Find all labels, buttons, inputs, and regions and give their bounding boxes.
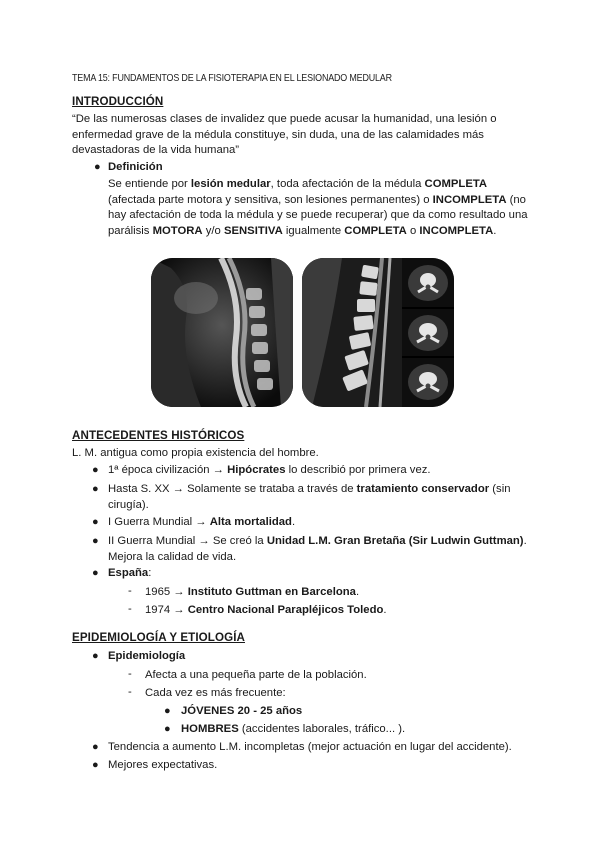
epi-sub-1: JÓVENES 20 - 25 años bbox=[181, 705, 303, 717]
dash-marker: - bbox=[128, 668, 132, 680]
spain-item-2: 1974 → Centro Nacional Parapléjicos Toledo. bbox=[145, 604, 387, 616]
dash-marker: - bbox=[128, 603, 132, 615]
bullet-dot: ● bbox=[92, 567, 99, 579]
bullet-dot: ● bbox=[92, 759, 99, 771]
axial-slices-image bbox=[402, 258, 454, 407]
epi-item-4: Mejores expectativas. bbox=[108, 759, 218, 771]
heading-introduccion: INTRODUCCIÓN bbox=[72, 95, 164, 108]
bullet-dot: ● bbox=[92, 535, 99, 547]
bullet-dot: ● bbox=[92, 516, 99, 528]
epi-item-1: Afecta a una pequeña parte de la población. bbox=[145, 669, 367, 681]
document-title: TEMA 15: FUNDAMENTOS DE LA FISIOTERAPIA EN EL LESIONADO MEDULAR bbox=[72, 73, 392, 84]
history-item-1: 1ª época civilización → Hipócrates lo describió por primera vez. bbox=[108, 464, 431, 476]
epi-item-3: Tendencia a aumento L.M. incompletas (mejor actuación en lugar del accidente). bbox=[108, 741, 512, 753]
bullet-dot: ● bbox=[164, 705, 171, 717]
heading-epidemiologia: EPIDEMIOLOGÍA Y ETIOLOGÍA bbox=[72, 631, 245, 644]
epi-sub-2: HOMBRES (accidentes laborales, tráfico... ). bbox=[181, 723, 406, 735]
quote-line-3: devastadoras de la vida humana” bbox=[72, 144, 240, 156]
epi-label: Epidemiología bbox=[108, 650, 186, 662]
history-item-2: Hasta S. XX → Solamente se trataba a través de tratamiento conservador (sin cirugía). bbox=[108, 483, 511, 511]
mri-cervical-image bbox=[151, 258, 293, 407]
bullet-dot: ● bbox=[92, 464, 99, 476]
intro-quote bbox=[72, 112, 497, 159]
epi-item-2: Cada vez es más frecuente: bbox=[145, 687, 286, 699]
heading-antecedentes: ANTECEDENTES HISTÓRICOS bbox=[72, 429, 245, 442]
bullet-dot: ● bbox=[92, 741, 99, 753]
history-item-4: II Guerra Mundial → Se creó la Unidad L.M. Gran Bretaña (Sir Ludwin Guttman). Mejora la calidad de vida. bbox=[108, 535, 527, 563]
history-item-3: I Guerra Mundial → Alta mortalidad. bbox=[108, 516, 296, 528]
definicion-text: Se entiende por lesión medular, toda afectación de la médula COMPLETA (afectada parte motora y sensitiva, son lesiones permanentes) o INCOMPLETA (no hay afectación de toda la médula y se puede recuperar) que da como resultado una parálisis MOTORA y/o SENSITIVA igualmente COMPLETA o INCOMPLETA. bbox=[108, 178, 528, 237]
dash-marker: - bbox=[128, 585, 132, 597]
bullet-dot: ● bbox=[92, 483, 99, 495]
dash-marker: - bbox=[128, 686, 132, 698]
quote-line-1: “De las numerosas clases de invalidez que puede acusar la humanidad, una lesión o bbox=[72, 113, 497, 125]
history-item-5: España: bbox=[108, 567, 152, 579]
definicion-label: Definición bbox=[108, 161, 163, 173]
bullet-dot: ● bbox=[92, 650, 99, 662]
quote-line-2: enfermedad grave de la médula constituye, sin duda, una de las calamidades más bbox=[72, 128, 484, 141]
spain-item-1: 1965 → Instituto Guttman en Barcelona. bbox=[145, 586, 360, 598]
ct-spine-image bbox=[302, 258, 402, 407]
bullet-dot: ● bbox=[94, 161, 101, 173]
bullet-dot: ● bbox=[164, 723, 171, 735]
history-lead: L. M. antigua como propia existencia del hombre. bbox=[72, 447, 319, 459]
